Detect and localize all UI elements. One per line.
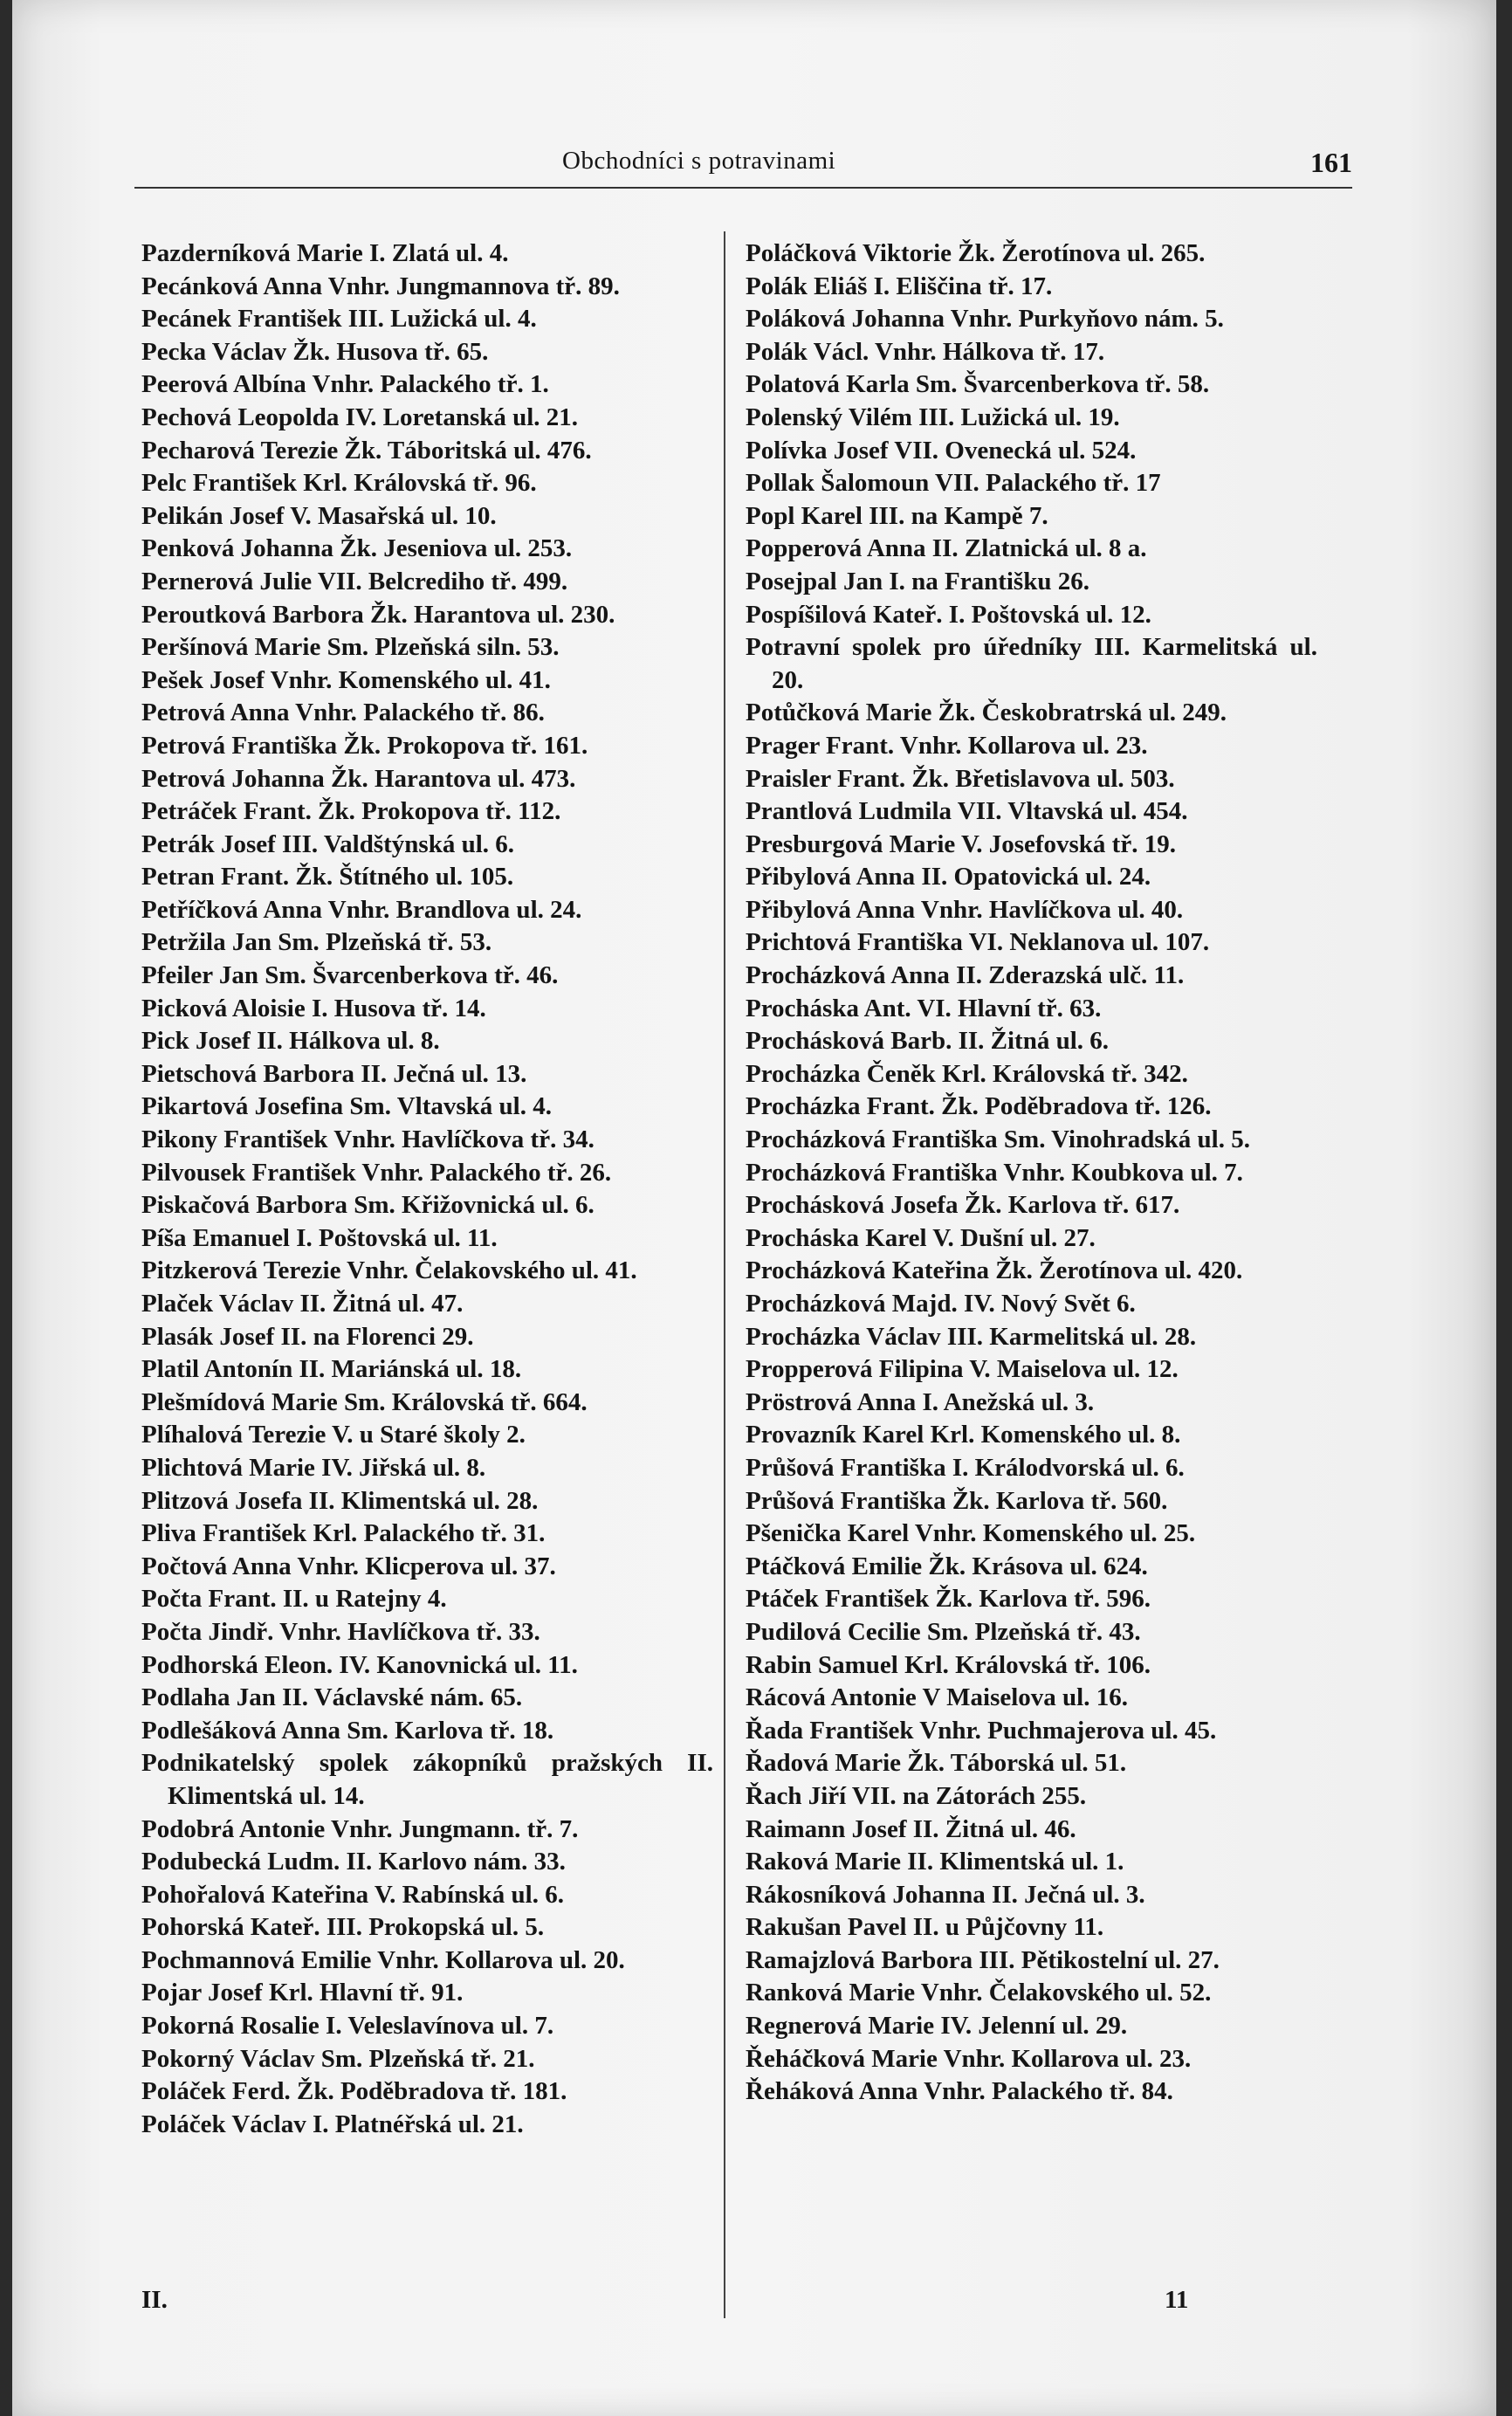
directory-entry: Pešek Josef Vnhr. Komenského ul. 41.	[141, 665, 551, 694]
directory-entry: Picková Aloisie I. Husova tř. 14.	[141, 994, 486, 1022]
directory-entry: Pitzkerová Terezie Vnhr. Čelakovského ul. 41.	[141, 1256, 637, 1285]
running-header	[134, 147, 1352, 182]
directory-entry: Pollak Šalomoun VII. Palackého tř. 17	[746, 469, 1161, 498]
directory-entry: Řeháková Anna Vnhr. Palackého tř. 84.	[746, 2077, 1173, 2106]
directory-entry: Polák Eliáš I. Eliščina tř. 17.	[746, 272, 1053, 300]
directory-entry: Petrová Johanna Žk. Harantova ul. 473.	[141, 764, 576, 793]
directory-entry: Pliva František Krl. Palackého tř. 31.	[141, 1519, 546, 1548]
directory-entry: Počtová Anna Vnhr. Klicperova ul. 37.	[141, 1552, 556, 1580]
directory-entry: Podlaha Jan II. Václavské nám. 65.	[141, 1683, 523, 1712]
directory-entry: Procházka Čeněk Krl. Královská tř. 342.	[746, 1059, 1188, 1088]
directory-entry: Poláček Václav I. Platnéřská ul. 21.	[141, 2110, 524, 2138]
directory-entry: Podnikatelský spolek zákopníků pražských II. Klimentská ul. 14.	[141, 1749, 713, 1810]
directory-entry: Presburgová Marie V. Josefovská tř. 19.	[746, 829, 1176, 858]
right-column	[746, 237, 1317, 2109]
directory-entry: Petrová Anna Vnhr. Palackého tř. 86.	[141, 699, 545, 727]
directory-entry: Pikartová Josefina Sm. Vltavská ul. 4.	[141, 1092, 552, 1121]
directory-entry: Pokorná Rosalie I. Veleslavínova ul. 7.	[141, 2012, 554, 2041]
directory-entry: Pojar Josef Krl. Hlavní tř. 91.	[141, 1979, 464, 2007]
directory-entry: Peršínová Marie Sm. Plzeňská siln. 53.	[141, 633, 560, 662]
directory-entry: Procházková Majd. IV. Nový Svět 6.	[746, 1290, 1136, 1318]
directory-entry: Peerová Albína Vnhr. Palackého tř. 1.	[141, 370, 549, 399]
directory-entry: Pfeiler Jan Sm. Švarcenberkova tř. 46.	[141, 961, 559, 990]
directory-entry: Raková Marie II. Klimentská ul. 1.	[746, 1848, 1124, 1876]
directory-entry: Procházková Františka Sm. Vinohradská ul. 5.	[746, 1125, 1250, 1154]
directory-entry: Rácová Antonie V Maiselova ul. 16.	[746, 1683, 1128, 1712]
directory-entry: Pospíšilová Kateř. I. Poštovská ul. 12.	[746, 600, 1151, 629]
directory-entry: Podlešáková Anna Sm. Karlova tř. 18.	[141, 1716, 554, 1745]
directory-entry: Řada František Vnhr. Puchmajerova ul. 45.	[746, 1716, 1217, 1745]
directory-entry: Petržila Jan Sm. Plzeňská tř. 53.	[141, 928, 492, 957]
directory-entry: Regnerová Marie IV. Jelenní ul. 29.	[746, 2012, 1128, 2041]
directory-entry: Polenský Vilém III. Lužická ul. 19.	[746, 403, 1120, 431]
directory-entry: Petrák Josef III. Valdštýnská ul. 6.	[141, 829, 515, 858]
directory-entry: Penková Johanna Žk. Jeseniova ul. 253.	[141, 534, 573, 563]
header-title: Obchodníci s potravinami	[562, 147, 836, 175]
directory-entry: Plešmídová Marie Sm. Královská tř. 664.	[141, 1387, 588, 1416]
directory-entry: Ptáčková Emilie Žk. Krásova ul. 624.	[746, 1552, 1148, 1580]
directory-entry: Pecka Václav Žk. Husova tř. 65.	[141, 337, 489, 366]
directory-entry: Propperová Filipina V. Maiselova ul. 12.	[746, 1355, 1179, 1384]
directory-entry: Potravní spolek pro úředníky III. Karmelitská ul. 20.	[746, 633, 1317, 694]
directory-entry: Přibylová Anna Vnhr. Havlíčkova ul. 40.	[746, 895, 1184, 924]
directory-entry: Průšová Františka Žk. Karlova tř. 560.	[746, 1486, 1168, 1515]
directory-entry: Procházka Frant. Žk. Poděbradova tř. 126.	[746, 1092, 1212, 1121]
directory-entry: Polatová Karla Sm. Švarcenberkova tř. 58.	[746, 370, 1210, 399]
directory-entry: Pohořalová Kateřina V. Rabínská ul. 6.	[141, 1880, 564, 1909]
directory-entry: Počta Frant. II. u Ratejny 4.	[141, 1585, 447, 1614]
directory-entry: Polák Václ. Vnhr. Hálkova tř. 17.	[746, 337, 1105, 366]
directory-entry: Píša Emanuel I. Poštovská ul. 11.	[141, 1223, 498, 1252]
directory-entry: Přibylová Anna II. Opatovická ul. 24.	[746, 863, 1151, 891]
directory-entry: Rákosníková Johanna II. Ječná ul. 3.	[746, 1880, 1145, 1909]
directory-entry: Pick Josef II. Hálkova ul. 8.	[141, 1027, 440, 1056]
directory-entry: Procházková Františka Vnhr. Koubkova ul. 7.	[746, 1158, 1243, 1187]
directory-entry: Prager Frant. Vnhr. Kollarova ul. 23.	[746, 731, 1148, 760]
header-rule	[134, 187, 1352, 189]
directory-entry: Piskačová Barbora Sm. Křižovnická ul. 6.	[141, 1191, 594, 1220]
directory-entry: Pelikán Josef V. Masařská ul. 10.	[141, 501, 497, 530]
directory-entry: Plichtová Marie IV. Jiřská ul. 8.	[141, 1453, 486, 1482]
directory-entry: Rakušan Pavel II. u Půjčovny 11.	[746, 1913, 1104, 1942]
directory-entry: Poláček Ferd. Žk. Poděbradova tř. 181.	[141, 2077, 567, 2106]
directory-entry: Pokorný Václav Sm. Plzeňská tř. 21.	[141, 2044, 535, 2073]
directory-entry: Rabin Samuel Krl. Královská tř. 106.	[746, 1650, 1151, 1679]
directory-entry: Procházka Václav III. Karmelitská ul. 28.	[746, 1322, 1197, 1351]
directory-entry: Ptáček František Žk. Karlova tř. 596.	[746, 1585, 1151, 1614]
directory-entry: Pazderníková Marie I. Zlatá ul. 4.	[141, 239, 509, 267]
directory-entry: Prochásková Barb. II. Žitná ul. 6.	[746, 1027, 1110, 1056]
directory-entry: Platil Antonín II. Mariánská ul. 18.	[141, 1355, 522, 1384]
directory-entry: Prichtová Františka VI. Neklanova ul. 107.	[746, 928, 1210, 957]
directory-entry: Poláková Johanna Vnhr. Purkyňovo nám. 5.	[746, 305, 1224, 334]
directory-entry: Procházková Anna II. Zderazská ulč. 11.	[746, 961, 1185, 990]
directory-entry: Prochásková Josefa Žk. Karlova tř. 617.	[746, 1191, 1180, 1220]
directory-entry: Plaček Václav II. Žitná ul. 47.	[141, 1290, 464, 1318]
book-page	[12, 0, 1496, 2416]
directory-entry: Petrová Františka Žk. Prokopova tř. 161.	[141, 731, 588, 760]
directory-entry: Procháska Karel V. Dušní ul. 27.	[746, 1223, 1096, 1252]
directory-entry: Pochmannová Emilie Vnhr. Kollarova ul. 20.	[141, 1945, 625, 1974]
directory-entry: Petran Frant. Žk. Štítného ul. 105.	[141, 863, 514, 891]
directory-entry: Pecánek František III. Lužická ul. 4.	[141, 305, 537, 334]
directory-entry: Pröstrová Anna I. Anežská ul. 3.	[746, 1387, 1095, 1416]
directory-entry: Pelc František Krl. Královská tř. 96.	[141, 469, 537, 498]
directory-entry: Poláčková Viktorie Žk. Žerotínova ul. 265.	[746, 239, 1206, 267]
left-column	[141, 237, 713, 2141]
directory-entry: Popl Karel III. na Kampě 7.	[746, 501, 1048, 530]
directory-entry: Plitzová Josefa II. Klimentská ul. 28.	[141, 1486, 539, 1515]
directory-entry: Pikony František Vnhr. Havlíčkova tř. 34.	[141, 1125, 594, 1154]
directory-entry: Pilvousek František Vnhr. Palackého tř. 26.	[141, 1158, 612, 1187]
directory-entry: Počta Jindř. Vnhr. Havlíčkova tř. 33.	[141, 1617, 540, 1646]
directory-entry: Pernerová Julie VII. Belcrediho tř. 499.	[141, 567, 568, 595]
directory-entry: Pietschová Barbora II. Ječná ul. 13.	[141, 1059, 527, 1088]
directory-entry: Podhorská Eleon. IV. Kanovnická ul. 11.	[141, 1650, 578, 1679]
directory-entry: Podobrá Antonie Vnhr. Jungmann. tř. 7.	[141, 1814, 579, 1843]
page-number: 161	[1310, 147, 1352, 178]
directory-entry: Pecánková Anna Vnhr. Jungmannova tř. 89.	[141, 272, 620, 300]
directory-entry: Řadová Marie Žk. Táborská ul. 51.	[746, 1749, 1127, 1778]
signature-mark: II.	[141, 2286, 168, 2314]
directory-entry: Podubecká Ludm. II. Karlovo nám. 33.	[141, 1848, 566, 1876]
directory-entry: Pechová Leopolda IV. Loretanská ul. 21.	[141, 403, 579, 431]
directory-entry: Prantlová Ludmila VII. Vltavská ul. 454.	[746, 797, 1188, 826]
directory-entry: Pecharová Terezie Žk. Táboritská ul. 476.	[141, 436, 592, 465]
directory-entry: Průšová Františka I. Králodvorská ul. 6.	[746, 1453, 1185, 1482]
directory-entry: Řach Jiří VII. na Zátorách 255.	[746, 1781, 1087, 1810]
directory-entry: Řeháčková Marie Vnhr. Kollarova ul. 23.	[746, 2044, 1192, 2073]
directory-entry: Ranková Marie Vnhr. Čelakovského ul. 52.	[746, 1979, 1212, 2007]
directory-entry: Potůčková Marie Žk. Českobratrská ul. 249.	[746, 699, 1227, 727]
directory-entry: Raimann Josef II. Žitná ul. 46.	[746, 1814, 1076, 1843]
directory-entry: Plíhalová Terezie V. u Staré školy 2.	[141, 1421, 526, 1449]
directory-entry: Petráček Frant. Žk. Prokopova tř. 112.	[141, 797, 561, 826]
sheet-number: 11	[1165, 2286, 1189, 2314]
directory-entry: Popperová Anna II. Zlatnická ul. 8 a.	[746, 534, 1147, 563]
directory-entry: Procházková Kateřina Žk. Žerotínova ul. 420.	[746, 1256, 1243, 1285]
directory-entry: Petříčková Anna Vnhr. Brandlova ul. 24.	[141, 895, 582, 924]
column-divider	[724, 231, 725, 2318]
directory-entry: Polívka Josef VII. Ovenecká ul. 524.	[746, 436, 1137, 465]
directory-entry: Provazník Karel Krl. Komenského ul. 8.	[746, 1421, 1181, 1449]
directory-entry: Posejpal Jan I. na Františku 26.	[746, 567, 1089, 595]
directory-entry: Ramajzlová Barbora III. Pětikostelní ul. 27.	[746, 1945, 1220, 1974]
directory-entry: Peroutková Barbora Žk. Harantova ul. 230.	[141, 600, 615, 629]
directory-entry: Plasák Josef II. na Florenci 29.	[141, 1322, 474, 1351]
directory-entry: Procháska Ant. VI. Hlavní tř. 63.	[746, 994, 1102, 1022]
directory-entry: Pšenička Karel Vnhr. Komenského ul. 25.	[746, 1519, 1196, 1548]
directory-entry: Praisler Frant. Žk. Břetislavova ul. 503.	[746, 764, 1175, 793]
directory-entry: Pohorská Kateř. III. Prokopská ul. 5.	[141, 1913, 545, 1942]
directory-entry: Pudilová Cecilie Sm. Plzeňská tř. 43.	[746, 1617, 1141, 1646]
